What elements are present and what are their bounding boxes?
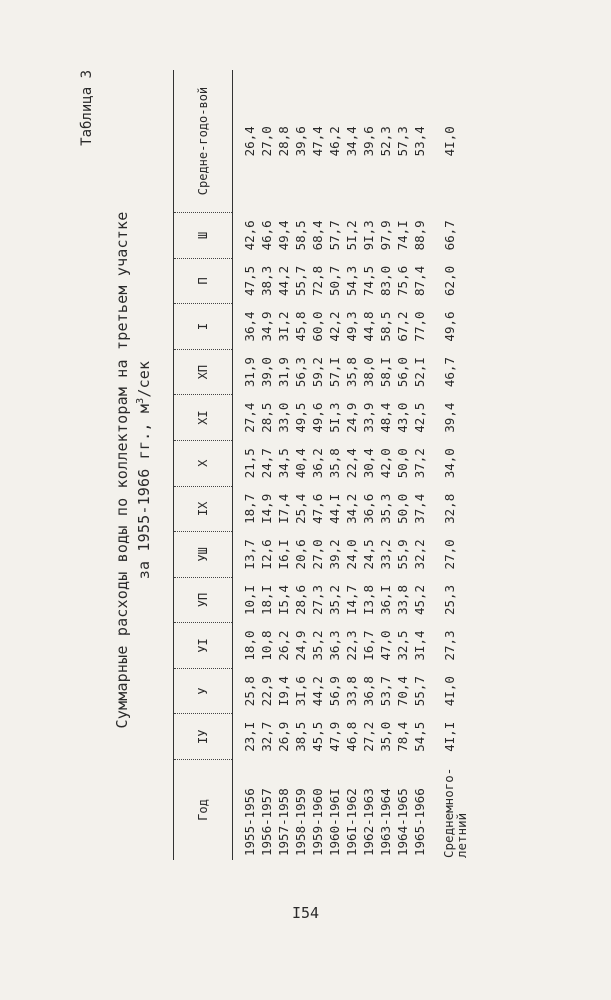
table-body	[233, 70, 429, 860]
column-header: П	[174, 258, 233, 304]
value-cell: 33,0	[276, 402, 291, 433]
value-cell: 34,9	[259, 311, 274, 342]
mean-value-cell: 32,8	[442, 493, 457, 524]
value-cell: 68,4	[310, 220, 325, 251]
value-cell: 24,9	[293, 630, 308, 661]
value-cell: 32,2	[412, 539, 427, 570]
value-cell: 24,7	[259, 448, 274, 479]
column-header: XП	[174, 349, 233, 395]
value-cell: 87,4	[412, 265, 427, 296]
value-cell: 36,3	[327, 630, 342, 661]
value-cell: 56,3	[293, 357, 308, 388]
value-cell: 36,4	[242, 311, 257, 342]
value-cell: 24,0	[344, 539, 359, 570]
column-header: I	[174, 304, 233, 350]
table-header-row	[174, 70, 233, 860]
year-cell: 1964-1965	[395, 788, 410, 856]
table-title-line2	[135, 70, 153, 870]
value-cell: 33,2	[378, 539, 393, 570]
table-row	[292, 70, 309, 860]
value-cell: 53,4	[412, 126, 427, 157]
value-cell: 44,I	[327, 493, 342, 524]
title-line2-text: за 1955-1966 гг., м	[135, 403, 153, 580]
value-cell: 5I,3	[327, 402, 342, 433]
title-line2-unit: /сек	[135, 360, 153, 398]
value-cell: 70,4	[395, 676, 410, 707]
value-cell: 27,3	[310, 584, 325, 616]
value-cell: 40,4	[293, 448, 308, 479]
value-cell: 75,6	[395, 265, 410, 296]
value-cell: 35,8	[344, 357, 359, 388]
value-cell: 10,8	[259, 630, 274, 661]
value-cell: I2,6	[259, 539, 274, 570]
value-cell: 49,6	[310, 402, 325, 433]
column-header: IX	[174, 486, 233, 532]
year-cell: 1965-1966	[412, 788, 427, 856]
value-cell: 55,7	[412, 676, 427, 707]
column-header: УП	[174, 577, 233, 623]
value-cell: 33,8	[395, 584, 410, 616]
value-cell: 32,5	[395, 630, 410, 661]
table-row	[360, 70, 377, 860]
value-cell: 45,8	[293, 311, 308, 342]
table-label: Таблица 3	[79, 70, 95, 146]
value-cell: I3,8	[361, 584, 376, 616]
value-cell: 9I,3	[361, 220, 376, 251]
mean-value-cell: 62,0	[442, 265, 457, 296]
value-cell: 26,2	[276, 630, 291, 661]
value-cell: 67,2	[395, 311, 410, 342]
value-cell: 39,0	[259, 357, 274, 388]
mean-value-cell: 4I,0	[442, 676, 457, 707]
value-cell: I6,7	[361, 630, 376, 661]
value-cell: 47,9	[327, 721, 342, 752]
value-cell: 97,9	[378, 220, 393, 251]
value-cell: 44,2	[310, 676, 325, 707]
value-cell: 22,3	[344, 630, 359, 661]
value-cell: 3I,4	[412, 630, 427, 661]
value-cell: 35,0	[378, 721, 393, 752]
value-cell: 58,5	[378, 311, 393, 342]
value-cell: 57,I	[327, 357, 342, 388]
value-cell: 59,2	[310, 357, 325, 388]
value-cell: 58,I	[378, 357, 393, 388]
value-cell: 50,7	[327, 265, 342, 296]
value-cell: 27,4	[242, 402, 257, 433]
value-cell: 43,0	[395, 402, 410, 433]
value-cell: 49,4	[276, 220, 291, 251]
value-cell: 38,0	[361, 357, 376, 388]
value-cell: 36,I	[378, 584, 393, 616]
year-cell: 196I-1962	[344, 788, 359, 856]
table-row	[377, 70, 394, 860]
value-cell: 34,5	[276, 448, 291, 479]
value-cell: 37,4	[412, 493, 427, 524]
table-row	[309, 70, 326, 860]
value-cell: 52,I	[412, 357, 427, 388]
value-cell: 20,6	[293, 539, 308, 570]
mean-value-cell: 27,3	[442, 630, 457, 661]
mean-label	[428, 760, 468, 861]
value-cell: 72,8	[310, 265, 325, 296]
value-cell: 50,0	[395, 448, 410, 479]
column-header: XI	[174, 395, 233, 441]
value-cell: 3I,6	[293, 676, 308, 707]
value-cell: 24,9	[344, 402, 359, 433]
value-cell: 35,2	[327, 584, 342, 616]
table-row	[326, 70, 343, 860]
value-cell: 88,9	[412, 220, 427, 251]
table-row	[275, 70, 292, 860]
value-cell: 57,7	[327, 220, 342, 251]
table-row	[394, 70, 411, 860]
year-cell: 1956-1957	[259, 788, 274, 856]
value-cell: 46,2	[327, 126, 342, 157]
value-cell: 5I,2	[344, 220, 359, 251]
value-cell: 74,I	[395, 220, 410, 251]
column-header: УI	[174, 623, 233, 669]
value-cell: 60,0	[310, 311, 325, 342]
value-cell: 42,5	[412, 402, 427, 433]
value-cell: 38,5	[293, 721, 308, 752]
mean-value-cell: 25,3	[442, 584, 457, 616]
table-row	[411, 70, 428, 860]
year-cell: 1962-1963	[361, 788, 376, 856]
value-cell: 46,8	[344, 721, 359, 752]
value-cell: I7,4	[276, 493, 291, 524]
value-cell: 47,0	[378, 630, 393, 661]
mean-value-cell: 34,0	[442, 448, 457, 479]
value-cell: 56,0	[395, 357, 410, 388]
value-cell: I5,4	[276, 584, 291, 616]
value-cell: 35,3	[378, 493, 393, 524]
value-cell: 25,4	[293, 493, 308, 524]
value-cell: 26,4	[242, 126, 257, 157]
value-cell: 47,4	[310, 126, 325, 157]
value-cell: 18,I	[259, 584, 274, 616]
value-cell: 22,4	[344, 448, 359, 479]
table-row	[233, 70, 259, 860]
value-cell: 10,I	[242, 584, 257, 616]
value-cell: I9,4	[276, 676, 291, 707]
value-cell: 36,8	[361, 676, 376, 707]
value-cell: 33,9	[361, 402, 376, 433]
value-cell: 31,9	[276, 357, 291, 388]
column-header: Ш	[174, 213, 233, 259]
rotated-table-block	[75, 70, 545, 870]
title-line2-superscript: 3	[135, 397, 146, 404]
value-cell: 38,3	[259, 265, 274, 296]
value-cell: 36,2	[310, 448, 325, 479]
table-row	[258, 70, 275, 860]
value-cell: I4,9	[259, 493, 274, 524]
value-cell: 27,0	[259, 126, 274, 157]
value-cell: 50,0	[395, 493, 410, 524]
value-cell: 33,8	[344, 676, 359, 707]
value-cell: 22,9	[259, 676, 274, 707]
value-cell: 28,8	[276, 126, 291, 157]
value-cell: 24,5	[361, 539, 376, 570]
page-number: I54	[291, 904, 320, 922]
year-cell: 1957-1958	[276, 788, 291, 856]
mean-value-cell: 49,6	[442, 311, 457, 342]
column-header: У	[174, 668, 233, 714]
value-cell: 31,9	[242, 357, 257, 388]
value-cell: 30,4	[361, 448, 376, 479]
value-cell: 45,5	[310, 721, 325, 752]
value-cell: 37,2	[412, 448, 427, 479]
value-cell: 32,7	[259, 721, 274, 752]
value-cell: 18,7	[242, 493, 257, 524]
value-cell: 56,9	[327, 676, 342, 707]
table-title-line1: Суммарные расходы воды по коллекторам на третьем участке	[113, 211, 131, 729]
value-cell: 34,4	[344, 126, 359, 157]
discharge-table	[173, 70, 468, 860]
value-cell: 53,7	[378, 676, 393, 707]
value-cell: 39,2	[327, 539, 342, 570]
value-cell: 55,9	[395, 539, 410, 570]
value-cell: I6,I	[276, 539, 291, 570]
value-cell: 18,0	[242, 630, 257, 661]
year-cell: 1955-1956	[242, 788, 257, 856]
column-header: Средне-годо-вой	[174, 70, 233, 213]
value-cell: 77,0	[412, 311, 427, 342]
value-cell: 58,5	[293, 220, 308, 251]
value-cell: 25,8	[242, 676, 257, 707]
value-cell: 44,8	[361, 311, 376, 342]
value-cell: 42,0	[378, 448, 393, 479]
table-row	[343, 70, 360, 860]
mean-label-line1: Среднемного-	[441, 767, 456, 858]
mean-value-cell: 66,7	[442, 220, 457, 251]
value-cell: 49,3	[344, 311, 359, 342]
value-cell: 28,6	[293, 584, 308, 616]
value-cell: 39,6	[293, 126, 308, 157]
value-cell: I4,7	[344, 584, 359, 616]
value-cell: 42,2	[327, 311, 342, 342]
column-header: УШ	[174, 532, 233, 578]
value-cell: 45,2	[412, 584, 427, 616]
value-cell: 47,5	[242, 265, 257, 296]
value-cell: 44,2	[276, 265, 291, 296]
value-cell: 57,3	[395, 126, 410, 157]
value-cell: 42,6	[242, 220, 257, 251]
value-cell: 28,5	[259, 402, 274, 433]
value-cell: 49,5	[293, 402, 308, 433]
value-cell: 52,3	[378, 126, 393, 157]
value-cell: 54,3	[344, 265, 359, 296]
value-cell: 23,I	[242, 721, 257, 752]
year-cell: 1959-1960	[310, 788, 325, 856]
column-header-year: Год	[174, 760, 233, 861]
value-cell: 74,5	[361, 265, 376, 296]
value-cell: 34,2	[344, 493, 359, 524]
value-cell: I3,7	[242, 539, 257, 570]
column-header: X	[174, 440, 233, 486]
mean-row	[428, 70, 468, 860]
mean-value-cell: 39,4	[442, 402, 457, 433]
mean-value-cell: 4I,I	[442, 721, 457, 752]
year-cell: 1960-196I	[327, 788, 342, 856]
value-cell: 35,2	[310, 630, 325, 661]
value-cell: 48,4	[378, 402, 393, 433]
value-cell: 36,6	[361, 493, 376, 524]
value-cell: 47,6	[310, 493, 325, 524]
year-cell: 1963-1964	[378, 788, 393, 856]
value-cell: 26,9	[276, 721, 291, 752]
mean-value-cell: 4I,0	[442, 126, 457, 157]
value-cell: 21,5	[242, 448, 257, 479]
value-cell: 3I,2	[276, 311, 291, 342]
column-header: IУ	[174, 714, 233, 760]
value-cell: 39,6	[361, 126, 376, 157]
value-cell: 35,8	[327, 448, 342, 479]
mean-label-line2: летний	[454, 812, 469, 858]
value-cell: 55,7	[293, 265, 308, 296]
value-cell: 27,0	[310, 539, 325, 570]
mean-value-cell: 27,0	[442, 539, 457, 570]
value-cell: 46,6	[259, 220, 274, 251]
value-cell: 78,4	[395, 721, 410, 752]
mean-value-cell: 46,7	[442, 357, 457, 388]
value-cell: 27,2	[361, 721, 376, 752]
value-cell: 54,5	[412, 721, 427, 752]
year-cell: 1958-1959	[293, 788, 308, 856]
value-cell: 83,0	[378, 265, 393, 296]
